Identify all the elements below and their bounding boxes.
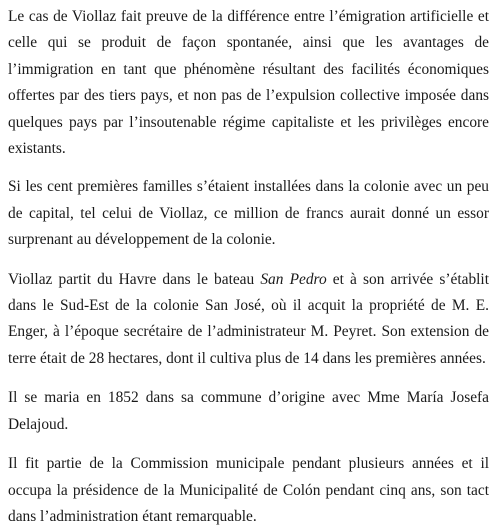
paragraph-1: Le cas de Viollaz fait preuve de la différence entre l’émigration artificielle et celle qui se produit de façon spontanée, ainsi que les avantages de l’immigration en tant que phénomène résultant des facilités économiques offertes par des tiers pays, et non pas de l’expulsion collective imposée dans quelques pays par l’insoutenable régime capitaliste et les privilèges encore existants. [8,8,489,158]
paragraph-2: Si les cent premières familles s’étaient installées dans la colonie avec un peu de capital, tel celui de Viollaz, ce million de francs aurait donné un essor surprenant au développement de la colonie. [8,178,489,249]
paragraph-4: Il se maria en 1852 dans sa commune d’origine avec Mme María Josefa Delajoud. [8,389,489,433]
paragraph-3 [8,267,489,373]
ship-name: San Pedro [260,270,327,288]
paragraph-3-text-after: et à son arrivée s’établit dans le Sud-Est de la colonie San José, où il acquit la propriété de M. E. Enger, à l’époque secrétaire de l’administrateur M. Peyret. Son extension de terre était de 28 hectares, dont il cultiva plus de 14 dans les premières années. [8,270,489,367]
paragraph-3-text-before: Viollaz partit du Havre dans le bateau [8,270,261,288]
paragraph-5: Il fit partie de la Commission municipale pendant plusieurs années et il occupa la présidence de la Municipalité de Colón pendant cinq ans, son tact dans l’administration étant remarquable. [8,455,489,525]
